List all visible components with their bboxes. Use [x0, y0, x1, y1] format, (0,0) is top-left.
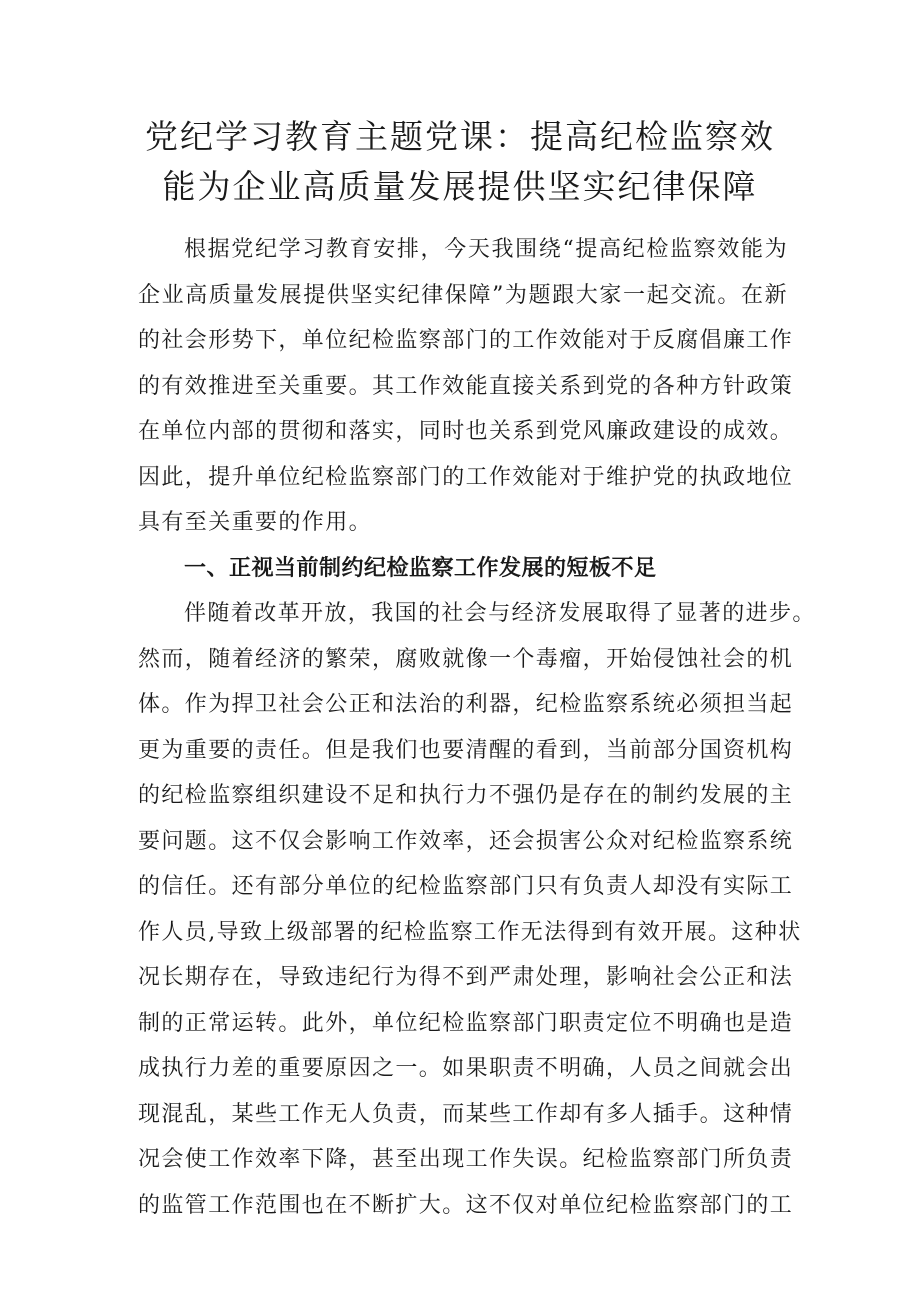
text-line: 在单位内部的贯彻和落实，同时也关系到党风廉政建设的成效。	[138, 419, 794, 444]
text-line: 的纪检监察组织建设不足和执行力不强仍是存在的制约发展的主	[138, 783, 794, 808]
text-line: 要问题。这不仅会影响工作效率，还会损害公众对纪检监察系统	[138, 828, 794, 854]
document-title	[110, 112, 810, 212]
document-body	[138, 227, 816, 1228]
text-line: 的信任。还有部分单位的纪检监察部门只有负责人却没有实际工	[138, 874, 794, 899]
text-line: 制的正常运转。此外，单位纪检监察部门职责定位不明确也是造	[138, 1010, 794, 1036]
text-line: 作人员,导致上级部署的纪检监察工作无法得到有效开展。这种状	[138, 919, 802, 945]
text-line: 况长期存在，导致违纪行为得不到严肃处理，影响社会公正和法	[138, 965, 794, 990]
paragraph-intro	[138, 227, 794, 546]
text-line: 然而，随着经济的繁荣，腐败就像一个毒瘤，开始侵蚀社会的机	[138, 646, 794, 672]
text-line: 的社会形势下，单位纪检监察部门的工作效能对于反腐倡廉工作	[138, 328, 794, 353]
title-line-2: 能为企业高质量发展提供坚实纪律保障	[162, 167, 758, 206]
text-line: 因此，提升单位纪检监察部门的工作效能对于维护党的执政地位	[138, 464, 794, 490]
text-line: 成执行力差的重要原因之一。如果职责不明确，人员之间就会出	[138, 1056, 794, 1081]
text-line: 具有至关重要的作用。	[138, 510, 373, 535]
text-line: 根据党纪学习教育安排，今天我围绕“提高纪检监察效能为	[184, 237, 788, 262]
text-line: 况会使工作效率下降，甚至出现工作失误。纪检监察部门所负责	[138, 1147, 794, 1172]
text-line: 企业高质量发展提供坚实纪律保障”为题跟大家一起交流。在新	[138, 282, 788, 308]
text-line: 现混乱，某些工作无人负责，而某些工作却有多人插手。这种情	[138, 1101, 794, 1127]
title-line-1: 党纪学习教育主题党课：提高纪检监察效	[145, 117, 775, 156]
text-line: 更为重要的责任。但是我们也要清醒的看到，当前部分国资机构	[138, 737, 794, 763]
text-line: 体。作为捍卫社会公正和法治的利器，纪检监察系统必须担当起	[138, 692, 794, 717]
text-line: 的监管工作范围也在不断扩大。这不仅对单位纪检监察部门的工	[138, 1192, 794, 1218]
paragraph-section-1	[138, 591, 816, 1228]
section-heading: 一、正视当前制约纪检监察工作发展的短板不足	[184, 555, 657, 581]
text-line: 的有效推进至关重要。其工作效能直接关系到党的各种方针政策	[138, 373, 794, 399]
text-line: 伴随着改革开放，我国的社会与经济发展取得了显著的进步。	[184, 601, 816, 626]
